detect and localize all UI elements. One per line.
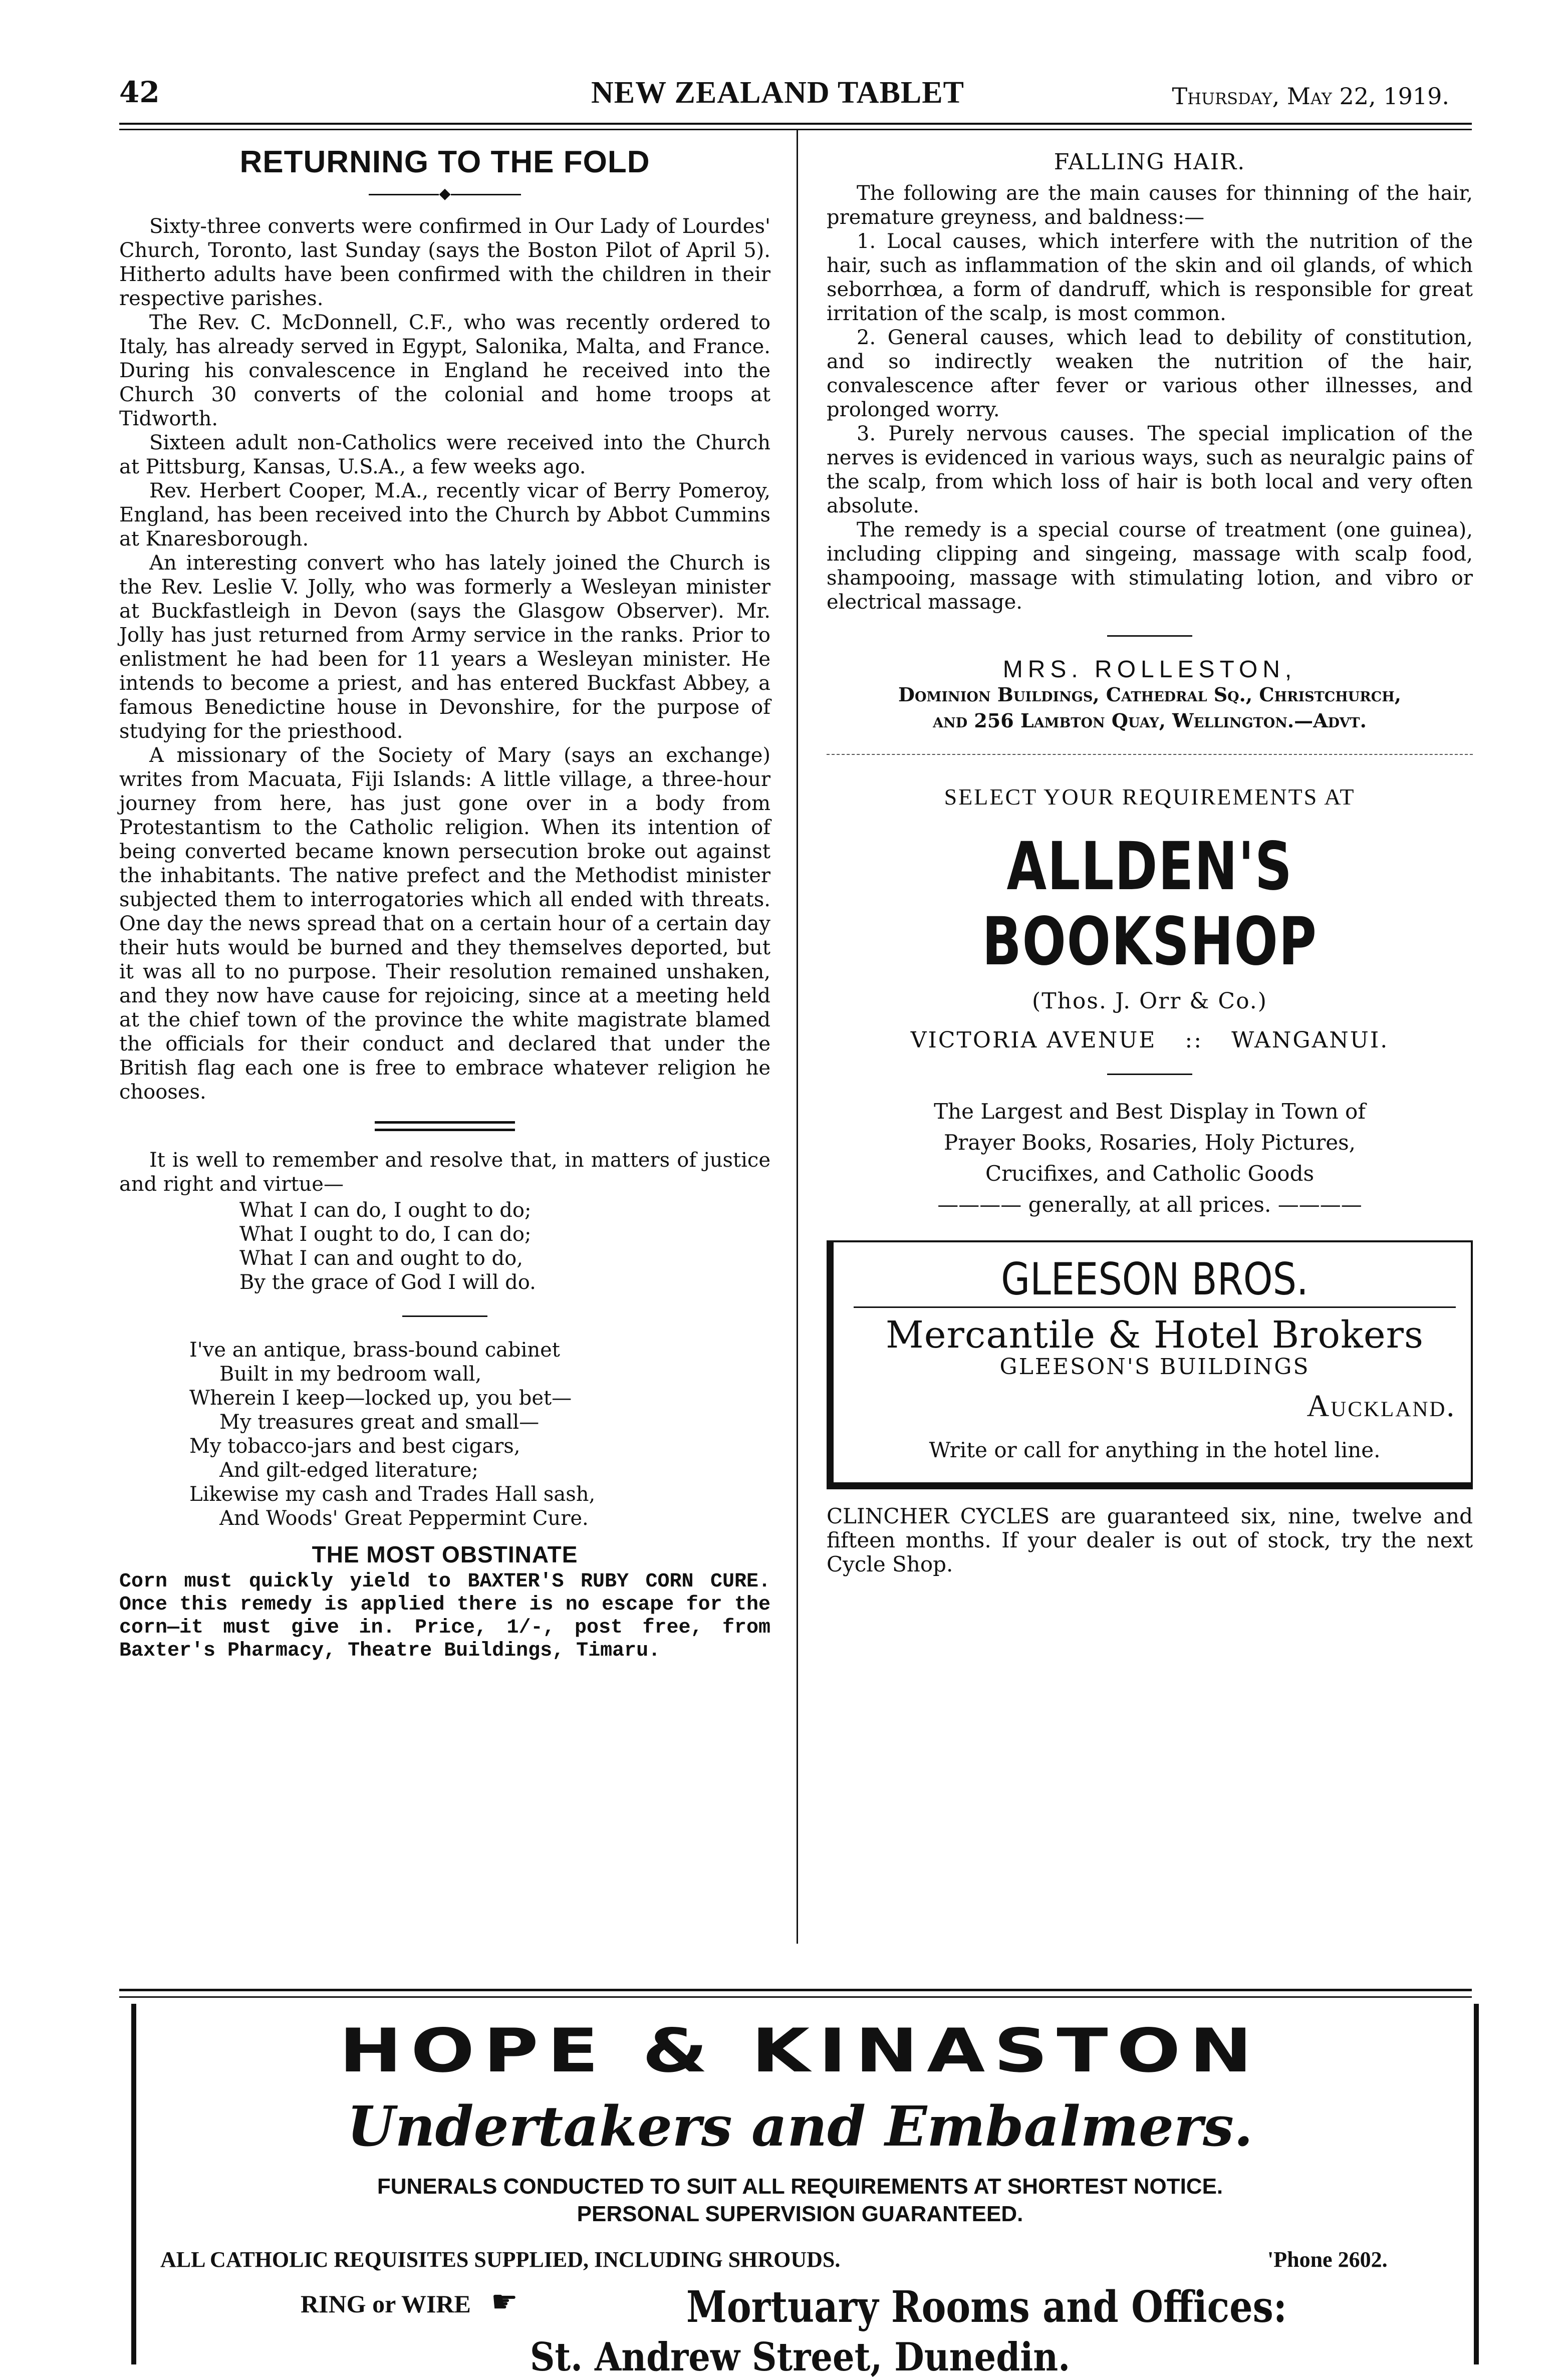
- allden-description-text: The Largest and Best Display in Town of Prayer Books, Rosaries, Holy Pictures, Crucifixes, and Catholic Goods: [934, 1099, 1366, 1186]
- hope-kinaston-line: ALL CATHOLIC REQUISITES SUPPLIED, INCLUDING SHROUDS.: [160, 2247, 841, 2272]
- poem-line: Wherein I keep—locked up, you bet—: [189, 1387, 572, 1410]
- verse-intro: It is well to remember and resolve that, in matters of justice and right and virtue—: [119, 1149, 770, 1196]
- title-ornament: ◆: [119, 186, 770, 201]
- verse-line: What I can do, I ought to do;: [239, 1199, 532, 1222]
- falling-hair-title: FALLING HAIR.: [1054, 149, 1246, 175]
- gleeson-ad: [827, 1240, 1473, 1489]
- poem-line: Built in my bedroom wall,: [219, 1363, 482, 1386]
- ad-title: THE MOST OBSTINATE: [312, 1541, 578, 1567]
- gleeson-trade: Mercantile & Hotel Brokers: [885, 1313, 1424, 1357]
- allden-description-tail: generally, at all prices.: [1028, 1192, 1271, 1217]
- verse-line: By the grace of God I will do.: [239, 1271, 536, 1294]
- allden-proprietor: (Thos. J. Orr & Co.): [1032, 988, 1267, 1014]
- poem-line: My tobacco-jars and best cigars,: [189, 1435, 520, 1458]
- poem-line: Likewise my cash and Trades Hall sash,: [189, 1483, 596, 1506]
- hope-kinaston-line: PERSONAL SUPERVISION GUARANTEED.: [577, 2202, 1023, 2226]
- verse: [119, 1198, 770, 1294]
- gleeson-tagline: Write or call for anything in the hotel line.: [929, 1438, 1381, 1462]
- ad-separator: [827, 754, 1473, 755]
- section-divider: [1107, 1074, 1192, 1075]
- hope-kinaston-phone: 'Phone 2602.: [1267, 2247, 1388, 2272]
- ad-body: Corn must quickly yield to BAXTER'S RUBY CORN CURE. Once this remedy is applied there is no escape for the corn—it must give in. Price, 1/-, post free, from Baxter's Pharmacy, Theatre Buildings, Timaru.: [119, 1570, 770, 1662]
- page-number: 42: [119, 75, 160, 109]
- allden-street: VICTORIA AVENUE: [910, 1027, 1157, 1053]
- allden-select: SELECT YOUR REQUIREMENTS AT: [944, 784, 1356, 810]
- allden-description: The Largest and Best Display in Town of Prayer Books, Rosaries, Holy Pictures, Crucifixes, and Catholic Goods ———— generally, at all prices. ————: [934, 1099, 1366, 1217]
- falling-hair-paragraph: 2. General causes, which lead to debility of constitution, and so indirectly weaken the nutrition of the hair, convalescence after fever or various other illnesses, and prolonged worry.: [827, 326, 1473, 421]
- falling-hair-paragraph: 3. Purely nervous causes. The special implication of the nerves is evidenced in various ways, such as neuralgic pains of the scalp, from which loss of hair is both local and very often absolute.: [827, 422, 1473, 517]
- bottom-rule: [119, 1996, 1472, 1998]
- falling-hair-paragraph: 1. Local causes, which interfere with the nutrition of the hair, such as inflammation of the skin and oil glands, of which seborrhœa, a form of dandruff, which is responsible for great irritation of the scalp, is most common.: [827, 230, 1473, 325]
- clincher-ad: CLINCHER CYCLES are guaranteed six, nine, twelve and fifteen months. If your dealer is out of stock, try the next Cycle Shop.: [827, 1504, 1473, 1576]
- bottom-rule: [119, 1989, 1472, 1991]
- gleeson-rule: [854, 1306, 1456, 1308]
- allden-separator: ::: [1185, 1027, 1203, 1053]
- article-paragraph: A missionary of the Society of Mary (says an exchange) writes from Macuata, Fiji Islands: A little village, a three-hour journey from here, has just gone over in a body from Protestantism to the Catholic religion. When its intention of being converted became known persecution broke out against the inhabitants. The native prefect and the Methodist minister subjected them to interrogatories which all ended with threats. One day the news spread that on a certain hour of a certain day their huts would be burned and they themselves deported, but it was all to no purpose. Their resolution remained unshaken, and they now have cause for rejoicing, since at a meeting held at the chief town of the province the white magistrate blamed the officials for their conduct and declared that under the British flag each one is free to embrace whatever religion he chooses.: [119, 744, 770, 1104]
- hope-kinaston-street: St. Andrew Street, Dunedin.: [530, 2334, 1071, 2380]
- header-rule: [119, 123, 1472, 130]
- column-divider: [797, 130, 798, 1944]
- article-paragraph: The Rev. C. McDonnell, C.F., who was recently ordered to Italy, has already served in Egypt, Salonika, Malta, and France. During his convalescence in England he received into the Church 30 converts of the colonial and home troops at Tidworth.: [119, 311, 770, 430]
- section-divider: [402, 1315, 487, 1317]
- advertiser-address: Dominion Buildings, Cathedral Sq., Christchurch,: [898, 683, 1401, 706]
- allden-address: [827, 1028, 1473, 1052]
- article-paragraph: Sixty-three converts were confirmed in Our Lady of Lourdes' Church, Toronto, last Sunday (says the Boston Pilot of April 5). Hitherto adults have been confirmed with the children in their respective parishes.: [119, 215, 770, 310]
- gleeson-buildings: GLEESON'S BUILDINGS: [999, 1354, 1310, 1380]
- section-divider: [375, 1121, 515, 1131]
- hope-kinaston-line: FUNERALS CONDUCTED TO SUIT ALL REQUIREMENTS AT SHORTEST NOTICE.: [377, 2174, 1223, 2199]
- falling-hair-paragraph: The following are the main causes for thinning of the hair, premature greyness, and baldness:—: [827, 182, 1473, 229]
- article-paragraph: Sixteen adult non-Catholics were received into the Church at Pittsburg, Kansas, U.S.A., a few weeks ago.: [119, 431, 770, 478]
- poem-line: I've an antique, brass-bound cabinet: [189, 1339, 560, 1362]
- article-paragraph: Rev. Herbert Cooper, M.A., recently vicar of Berry Pomeroy, England, has been received into the Church by Abbot Cummins at Knaresborough.: [119, 479, 770, 551]
- poem: [119, 1338, 770, 1530]
- pointing-hand-icon: ☛: [491, 2284, 518, 2319]
- poem-line: And gilt-edged literature;: [219, 1459, 479, 1482]
- poem-line: My treasures great and small—: [219, 1411, 540, 1434]
- advertiser-name: MRS. ROLLESTON,: [1002, 656, 1297, 683]
- hope-kinaston-subtitle: Undertakers and Embalmers.: [347, 2094, 1253, 2159]
- gleeson-city: Auckland.: [1307, 1389, 1456, 1423]
- verse-line: What I ought to do, I can do;: [239, 1223, 532, 1246]
- hope-kinaston-ring: RING or WIRE: [301, 2290, 471, 2318]
- allden-bookshop-name: ALLDEN'S BOOKSHOP: [982, 828, 1318, 980]
- right-column: [827, 150, 1473, 1576]
- publication-title: NEW ZEALAND TABLET: [591, 76, 964, 110]
- section-divider: [1107, 635, 1192, 637]
- verse-line: What I can and ought to do,: [239, 1247, 523, 1270]
- article-title: RETURNING TO THE FOLD: [239, 145, 650, 179]
- hope-kinaston-mortuary: Mortuary Rooms and Offices:: [686, 2282, 1287, 2332]
- advertiser-address: and 256 Lambton Quay, Wellington.—Advt.: [933, 709, 1367, 732]
- gleeson-name: GLEESON BROS.: [1001, 1253, 1309, 1305]
- falling-hair-paragraph: The remedy is a special course of treatment (one guinea), including clipping and singeing, massage with scalp food, shampooing, massage with stimulating lotion, and vibro or electrical massage.: [827, 518, 1473, 614]
- issue-date: Thursday, May 22, 1919.: [1172, 83, 1449, 110]
- poem-line: And Woods' Great Peppermint Cure.: [219, 1507, 589, 1530]
- article-paragraph: An interesting convert who has lately joined the Church is the Rev. Leslie V. Jolly, who was formerly a Wesleyan minister at Buckfastleigh in Devon (says the Glasgow Observer). Mr. Jolly has just returned from Army service in the ranks. Prior to enlistment he had been for 11 years a Wesleyan minister. He intends to become a priest, and has entered Buckfast Abbey, a famous Benedictine house in Devonshire, for the purpose of studying for the priesthood.: [119, 552, 770, 743]
- allden-town: WANGANUI.: [1231, 1027, 1389, 1053]
- left-column: [119, 145, 770, 1663]
- hope-kinaston-name: HOPE & KINASTON: [339, 2016, 1261, 2086]
